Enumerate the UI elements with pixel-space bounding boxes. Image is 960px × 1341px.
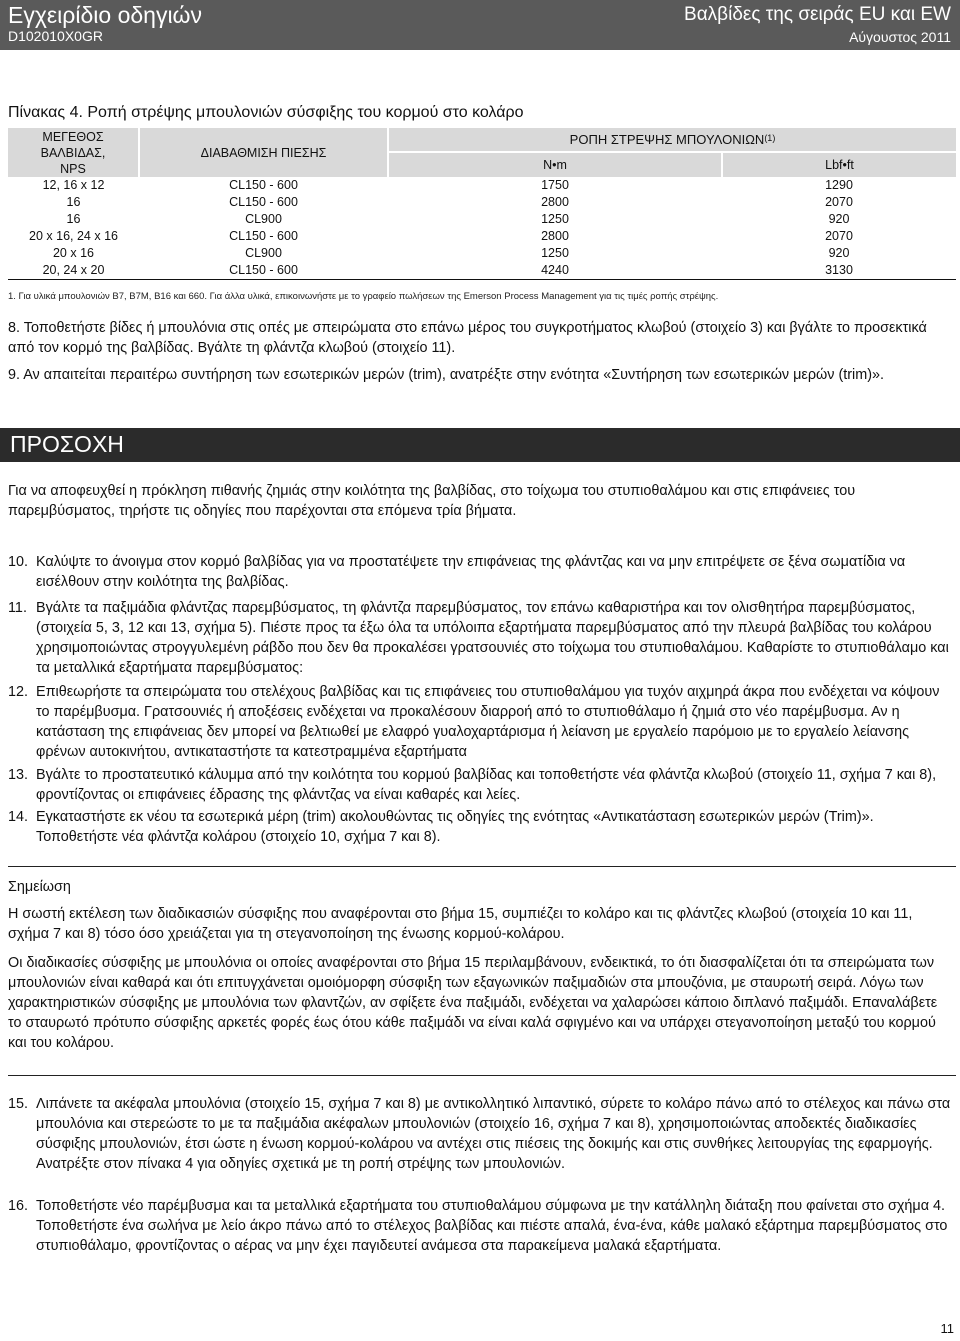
step-16-number: 16. (8, 1198, 29, 1214)
table-footnote: 1. Για υλικά μπουλονιών B7, B7M, B16 και 660. Για άλλα υλικά, επικοινωνήστε με το γραφείο πωλήσεων της Emerson Process Management για τις τιμές ροπής στρέψης. (8, 291, 719, 302)
step-12: Επιθεωρήστε τα σπειρώματα του στελέχους βαλβίδας και τις επιφάνειες του στυπιοθαλάμου για τυχόν αιχμηρά άκρα που ενδέχεται να κόψουν το παρέμβυσμα. Γρατσουνιές ή αποξέσεις ενδέχεται να προκαλέσουν διαρροή από το στυπιοθάλαμο ή ζημιά στο νέο παρέμβυσμα. Αν η κατάσταση της επιφάνειας δεν μπορεί να βελτιωθεί με ελαφρό γυαλοχαρτάρισμα ή λείανση με εργαλείο παρόμοιο με το εργαλείο λείανσης φρένων αυτοκινήτου, αντικαταστήστε τα κατεστραμμένα εξαρτήματα (36, 684, 940, 760)
table-row (8, 262, 956, 280)
torque-table (8, 128, 956, 280)
table-row (8, 245, 956, 262)
step-8: 8. Τοποθετήστε βίδες ή μπουλόνια στις οπές με σπειρώματα στο επάνω μέρος του συγκροτήματος κλωβού (στοιχείο 3) και βγάλτε το προσεκτικά από τον κορμό της βαλβίδας. Βγάλτε τη φλάντζα κλωβού (στοιχείο 11). (8, 320, 927, 356)
document-date: Αύγουστος 2011 (849, 29, 951, 45)
cell-pressure: CL150 - 600 (229, 178, 298, 192)
step-9: 9. Αν απαιτείται περαιτέρω συντήρηση των εσωτερικών μερών (trim), ανατρέξτε στην ενότητα «Συντήρηση των εσωτερικών μερών (trim)». (8, 367, 885, 383)
cell-size: 16 (66, 212, 81, 226)
step-16: Τοποθετήστε νέο παρέμβυσμα και τα μεταλλικά εξαρτήματα του στυπιοθαλάμου σύμφωνα με την κατάλληλη διάταξη που φαίνεται στο σχήμα 4. Τοποθετήστε ένα σωλήνα με λείο άκρο πάνω από το στέλεχος βαλβίδας και πιέστε απαλά, ένα-ένα, κάθε μαλακό εξάρτημα παρεμβύσματος στο στυπιοθάλαμο, φροντίζοντας ο αέρας να μην έχει παγιδευτεί ανάμεσα στα παρακείμενα μαλακά εξαρτήματα. (36, 1198, 948, 1254)
cell-nm: 1250 (541, 246, 569, 260)
cell-size: 20 x 16, 24 x 16 (29, 229, 118, 243)
cell-pressure: CL150 - 600 (229, 195, 298, 209)
table-row (8, 228, 956, 245)
cell-pressure: CL900 (245, 246, 282, 260)
note-bottom-rule (8, 1075, 956, 1076)
product-title: Βαλβίδες της σειράς EU και EW (684, 4, 951, 25)
col-header-torque-label: ΡΟΠΗ ΣΤΡΕΨΗΣ ΜΠΟΥΛΟΝΙΩΝ (569, 131, 765, 147)
col-header-size-line1: ΜΕΓΕΘΟΣ (42, 129, 104, 144)
table-row (8, 211, 956, 228)
cell-size: 20 x 16 (52, 246, 94, 260)
col-header-pressure: ΔΙΑΒΑΘΜΙΣΗ ΠΙΕΣΗΣ (139, 128, 388, 177)
step-13: Βγάλτε το προστατευτικό κάλυμμα από την κοιλότητα του κορμού βαλβίδας και τοποθετήστε νέα φλάντζα κλωβού (στοιχείο 11, σχήμα 7 και 8), φροντίζοντας οι επιφάνειες έδρασης της φλάντζας να είναι καθαρές και λείες. (36, 767, 937, 803)
manual-title: Εγχειρίδιο οδηγιών (8, 2, 203, 28)
step-10-number: 10. (8, 554, 29, 570)
note-paragraph-1: Η σωστή εκτέλεση των διαδικασιών σύσφιξης που αναφέρονται στο βήμα 15, συμπιέζει το κολάρο και τις φλάντζες κλωβού (στοιχεία 10 και 11, σχήμα 7 και 8) τόσο όσο χρειάζεται για τη στεγανοποίηση της ένωσης κορμού-κολάρου. (8, 906, 913, 942)
cell-nm: 1750 (541, 178, 569, 192)
cell-lbf: 2070 (825, 229, 853, 243)
cell-size: 20, 24 x 20 (8, 262, 139, 280)
table-row (8, 177, 956, 194)
caution-banner (0, 428, 960, 462)
table-row (8, 194, 956, 211)
note-title: Σημείωση (8, 879, 71, 895)
page-header (0, 0, 960, 50)
step-13-number: 13. (8, 767, 29, 783)
cell-lbf: 920 (828, 212, 850, 226)
col-header-nm: N•m (388, 152, 722, 177)
cell-pressure: CL150 - 600 (139, 262, 388, 280)
footnote-ref: (1) (764, 132, 776, 143)
page-number: 11 (940, 1321, 954, 1336)
cell-lbf: 1290 (825, 178, 853, 192)
step-14-number: 14. (8, 809, 29, 825)
col-header-size-line2: ΒΑΛΒΙΔΑΣ, (40, 145, 106, 160)
document-code: D102010X0GR (8, 28, 103, 44)
caution-text: Για να αποφευχθεί η πρόκληση πιθανής ζημιάς στην κοιλότητα της βαλβίδας, στο τοίχωμα του στυπιοθαλάμου και στις επιφάνειες του παρεμβύσματος, τηρήστε τις οδηγίες που παρέχονται στα επόμενα τρία βήματα. (8, 483, 856, 519)
cell-size: 12, 16 x 12 (42, 178, 105, 192)
table-title: Πίνακας 4. Ροπή στρέψης μπουλονιών σύσφιξης του κορμού στο κολάρο (8, 104, 524, 121)
col-header-lbf: Lbf•ft (722, 152, 956, 177)
step-12-number: 12. (8, 684, 29, 700)
step-10: Καλύψτε το άνοιγμα στον κορμό βαλβίδας για να προστατέψετε την επιφάνειας της φλάντζας και να μην επιτρέψετε σε ξένα σωματίδια να εισέλθουν στην κοιλότητα της βαλβίδας. (36, 554, 906, 590)
cell-nm: 4240 (388, 262, 722, 280)
note-paragraph-2: Οι διαδικασίες σύσφιξης με μπουλόνια οι οποίες αναφέρονται στο βήμα 15 περιλαμβάνουν, ενδεικτικά, το ότι διασφαλίζεται ότι τα σπειρώματα των μπουλονιών είναι καθαρά και ότι επιτυγχάνεται ομοιόμορφη σύσφιξη των εξαγωνικών παξιμαδιών στα μπουζόνια, με σταυρωτή σειρά. Λόγω των χαρακτηριστικών σύσφιξης με μπουλόνια των φλαντζών, αν σφίξετε ένα παξιμάδι, ενδέχεται να χαλαρώσει κάποιο διπλανό παξιμάδι. Επαναλάβετε το σταυρωτό πρότυπο σύσφιξης αρκετές φορές έως ότου κάθε παξιμάδι να είναι καλά σφιγμένο και να υπάρχει στεγανοποίηση μεταξύ του κορμού και του κολάρου. (8, 955, 938, 1051)
col-header-size (8, 128, 139, 177)
cell-lbf: 920 (828, 246, 850, 260)
cell-lbf: 2070 (825, 195, 853, 209)
cell-lbf: 3130 (722, 262, 956, 280)
cell-nm: 1250 (541, 212, 569, 226)
cell-nm: 2800 (541, 229, 569, 243)
col-header-size-line3: NPS (60, 161, 86, 176)
cell-nm: 2800 (541, 195, 569, 209)
col-header-torque-group (388, 128, 956, 152)
cell-pressure: CL900 (245, 212, 282, 226)
step-15: Λιπάνετε τα ακέφαλα μπουλόνια (στοιχείο 15, σχήμα 7 και 8) με αντικολλητικό λιπαντικό, σύρετε το κολάρο πάνω από το στέλεχος και πάνω στα μπουλόνια και στερεώστε το με τα παξιμάδια ακέφαλων μπουλονιών (στοιχείο 16, σχήμα 7 και 8), χρησιμοποιώντας αποδεκτές διαδικασίες σύσφιξης μπουλονιών, έτσι ώστε η ένωση κορμού-κολάρου να αντέχει στις πιέσεις της δοκιμής και στις συνθήκες λειτουργίας της εφαρμογής. Ανατρέξτε στον πίνακα 4 για οδηγίες σχετικά με τη ροπή στρέψης των μπουλονιών. (36, 1096, 951, 1172)
step-11: Βγάλτε τα παξιμάδια φλάντζας παρεμβύσματος, τη φλάντζα παρεμβύσματος, τον επάνω καθαριστήρα και τον ολισθητήρα παρεμβύσματος, (στοιχεία 5, 3, 12 και 13, σχήμα 5). Πιέστε προς τα έξω όλα τα υπόλοιπα εξαρτήματα παρεμβύσματος από την πλευρά βαλβίδας του κολάρου χρησιμοποιώντας στρογγυλεμένη ράβδο που δεν θα προκαλέσει γρατσουνιές στο τοίχωμα του στυπιοθαλάμου. Καθαρίστε το στυπιοθάλαμο και τα μεταλλικά εξαρτήματα παρεμβύσματος: (36, 600, 949, 676)
cell-pressure: CL150 - 600 (229, 229, 298, 243)
caution-title: ΠΡΟΣΟΧΗ (10, 431, 124, 457)
note-top-rule (8, 866, 956, 867)
cell-size: 16 (66, 195, 81, 209)
step-11-number: 11. (8, 600, 27, 616)
step-15-number: 15. (8, 1096, 29, 1112)
step-14: Εγκαταστήστε εκ νέου τα εσωτερικά μέρη (trim) ακολουθώντας τις οδηγίες της ενότητας «Αντικατάσταση εσωτερικών μερών (Trim)». Τοποθετήστε νέα φλάντζα κολάρου (στοιχείο 10, σχήμα 7 και 8). (36, 809, 874, 845)
